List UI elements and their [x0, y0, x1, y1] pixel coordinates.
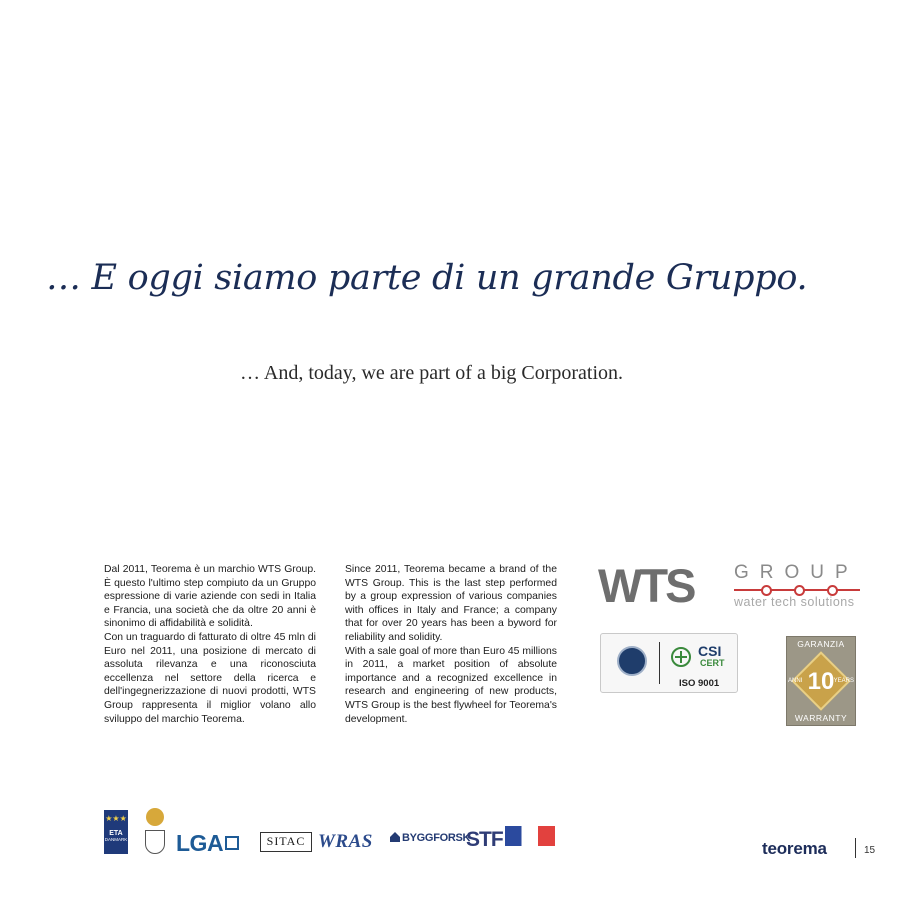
wts-mark: WTS: [598, 559, 694, 612]
wts-group-logo: [598, 559, 863, 612]
eta-sub-label: DANMARK: [104, 837, 128, 842]
headline-english: … And, today, we are part of a big Corporation.: [240, 362, 624, 384]
sitac-logo: SITAC: [260, 832, 312, 852]
eta-label: ETA: [109, 830, 123, 837]
french-flag-icon: [505, 826, 555, 846]
warranty-badge: [786, 636, 856, 726]
headline-italian: … E oggi siamo parte di un grande Gruppo.: [46, 258, 808, 298]
warranty-anni: ANNI: [788, 678, 803, 684]
stf-logo: STF: [466, 828, 503, 851]
shield-icon: [145, 830, 165, 854]
wts-tagline: water tech solutions: [734, 595, 855, 609]
csi-name: CSI: [698, 643, 722, 659]
lga-logo: [176, 830, 239, 857]
wts-group-word: GROUP: [734, 562, 859, 583]
eu-stars-icon: ★★★: [105, 814, 127, 823]
lga-label: LGA: [176, 830, 224, 856]
body-italian-para-1: Dal 2011, Teorema è un marchio WTS Group. È questo l'ultimo step compiuto da un Gruppo espressione di varie aziende con sedi in Italia e Francia, una società che da oltre 20 anni è sinonimo di affidabilità e solidità.: [104, 564, 316, 630]
wras-logo: WRAS: [318, 831, 373, 852]
seal-icon: [146, 808, 164, 826]
csi-cross-icon: [671, 647, 691, 667]
lga-box-icon: [225, 836, 239, 850]
teorema-brand: teorema: [762, 839, 827, 858]
accredia-seal-icon: [617, 646, 647, 676]
warranty-top-label: GARANZIA: [797, 639, 845, 649]
body-english: [345, 563, 557, 726]
body-italian-para-2: Con un traguardo di fatturato di oltre 45 mln di Euro nel 2011, una posizione di mercato di assoluta rilevanza e una riconosciuta eccellenza nel settore della ricerca e dell'ingegnerizzazione di nuovi prodotti, WTS Group rappresenta il miglior volano allo sviluppo del marchio Teorema.: [104, 631, 316, 725]
iso-label: ISO 9001: [679, 678, 720, 689]
csi-cert-badge: [600, 633, 738, 693]
divider: [659, 642, 660, 684]
body-italian: [104, 563, 316, 726]
quality-seal-logo: [144, 808, 168, 856]
warranty-bottom-label: WARRANTY: [794, 713, 848, 723]
warranty-number: 10: [807, 668, 835, 695]
body-english-para-2: With a sale goal of more than Euro 45 millions in 2011, a market position of absolute importance and a recognized excellence in research and engineering of new products, WTS Group is the best flywheel for Teorema's development.: [345, 645, 557, 725]
byggforsk-logo: BYGGFORSK: [390, 832, 470, 844]
page-number-divider: [855, 838, 856, 858]
eta-logo: [104, 810, 128, 854]
body-english-para-1: Since 2011, Teorema became a brand of the WTS Group. This is the last step performed by a group expression of various companies with offices in Italy and France; a company that for over 20 years has been a byword for reliability and solidity.: [345, 564, 557, 643]
csi-cert-label: CERT: [700, 658, 725, 668]
warranty-years: YEARS: [833, 678, 854, 684]
french-republic-logo: [505, 826, 555, 856]
page-number: 15: [864, 845, 876, 856]
